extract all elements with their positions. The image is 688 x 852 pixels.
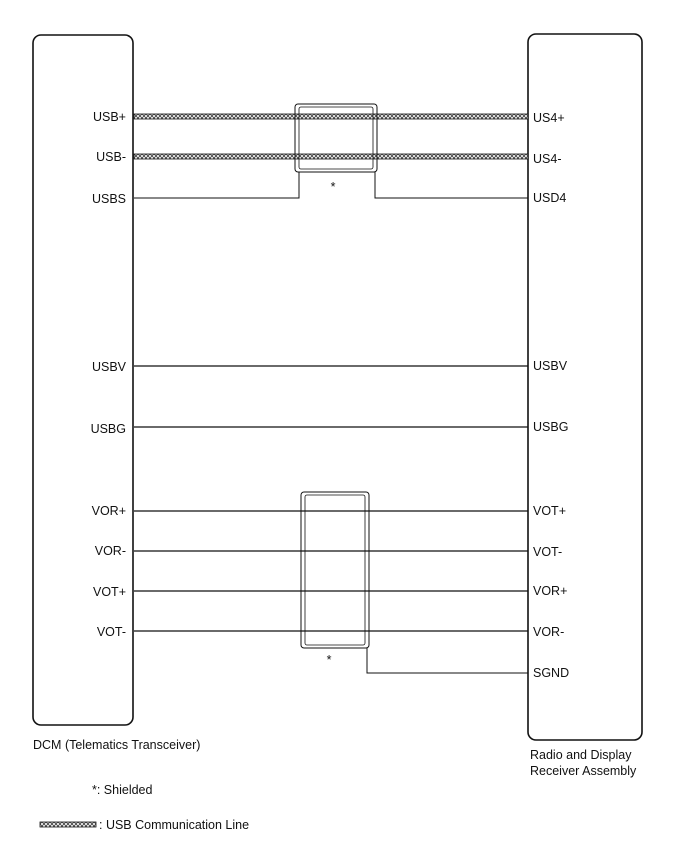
- dcm-box: [33, 35, 133, 725]
- right-pin-vot-minus: VOT-: [533, 545, 563, 559]
- usb-minus-line: [134, 154, 528, 159]
- lower-shield-outer: [301, 492, 369, 648]
- radio-receiver-label-line1: Radio and Display: [530, 748, 632, 762]
- usbs-drain-wire: [134, 172, 299, 198]
- left-pin-usb-minus: USB-: [96, 150, 126, 164]
- right-pin-vot-plus: VOT+: [533, 504, 566, 518]
- sgnd-drain-wire: [367, 648, 528, 673]
- right-pin-usd4: USD4: [533, 191, 567, 205]
- legend-shielded: *: Shielded: [92, 783, 153, 797]
- lower-shield-inner: [305, 495, 365, 645]
- left-pin-vot-minus: VOT-: [96, 625, 126, 639]
- left-pin-vor-minus: VOR-: [94, 544, 126, 558]
- right-pin-usbv: USBV: [533, 359, 568, 373]
- right-pin-vor-plus: VOR+: [533, 584, 568, 598]
- right-pin-vor-minus: VOR-: [533, 625, 565, 639]
- dcm-label: DCM (Telematics Transceiver): [33, 738, 201, 752]
- usd4-drain-wire: [375, 172, 528, 198]
- usb-plus-line: [134, 114, 528, 119]
- upper-shield-mark: *: [330, 180, 336, 194]
- left-pin-vor-plus: VOR+: [91, 504, 126, 518]
- right-pin-us4-plus: US4+: [533, 111, 565, 125]
- right-pin-sgnd: SGND: [533, 666, 570, 680]
- right-pin-usbg: USBG: [533, 420, 569, 434]
- left-pin-usbs: USBS: [91, 192, 126, 206]
- legend-usb-line-swatch: [40, 822, 96, 827]
- radio-receiver-label-line2: Receiver Assembly: [530, 764, 637, 778]
- lower-shield-mark: *: [326, 653, 332, 667]
- left-pin-usbv: USBV: [91, 360, 126, 374]
- left-pin-usb-plus: USB+: [92, 110, 126, 124]
- right-pin-us4-minus: US4-: [533, 152, 562, 166]
- left-pin-vot-plus: VOT+: [93, 585, 126, 599]
- legend-usb-line-label: : USB Communication Line: [99, 818, 250, 832]
- left-pin-usbg: USBG: [90, 422, 126, 436]
